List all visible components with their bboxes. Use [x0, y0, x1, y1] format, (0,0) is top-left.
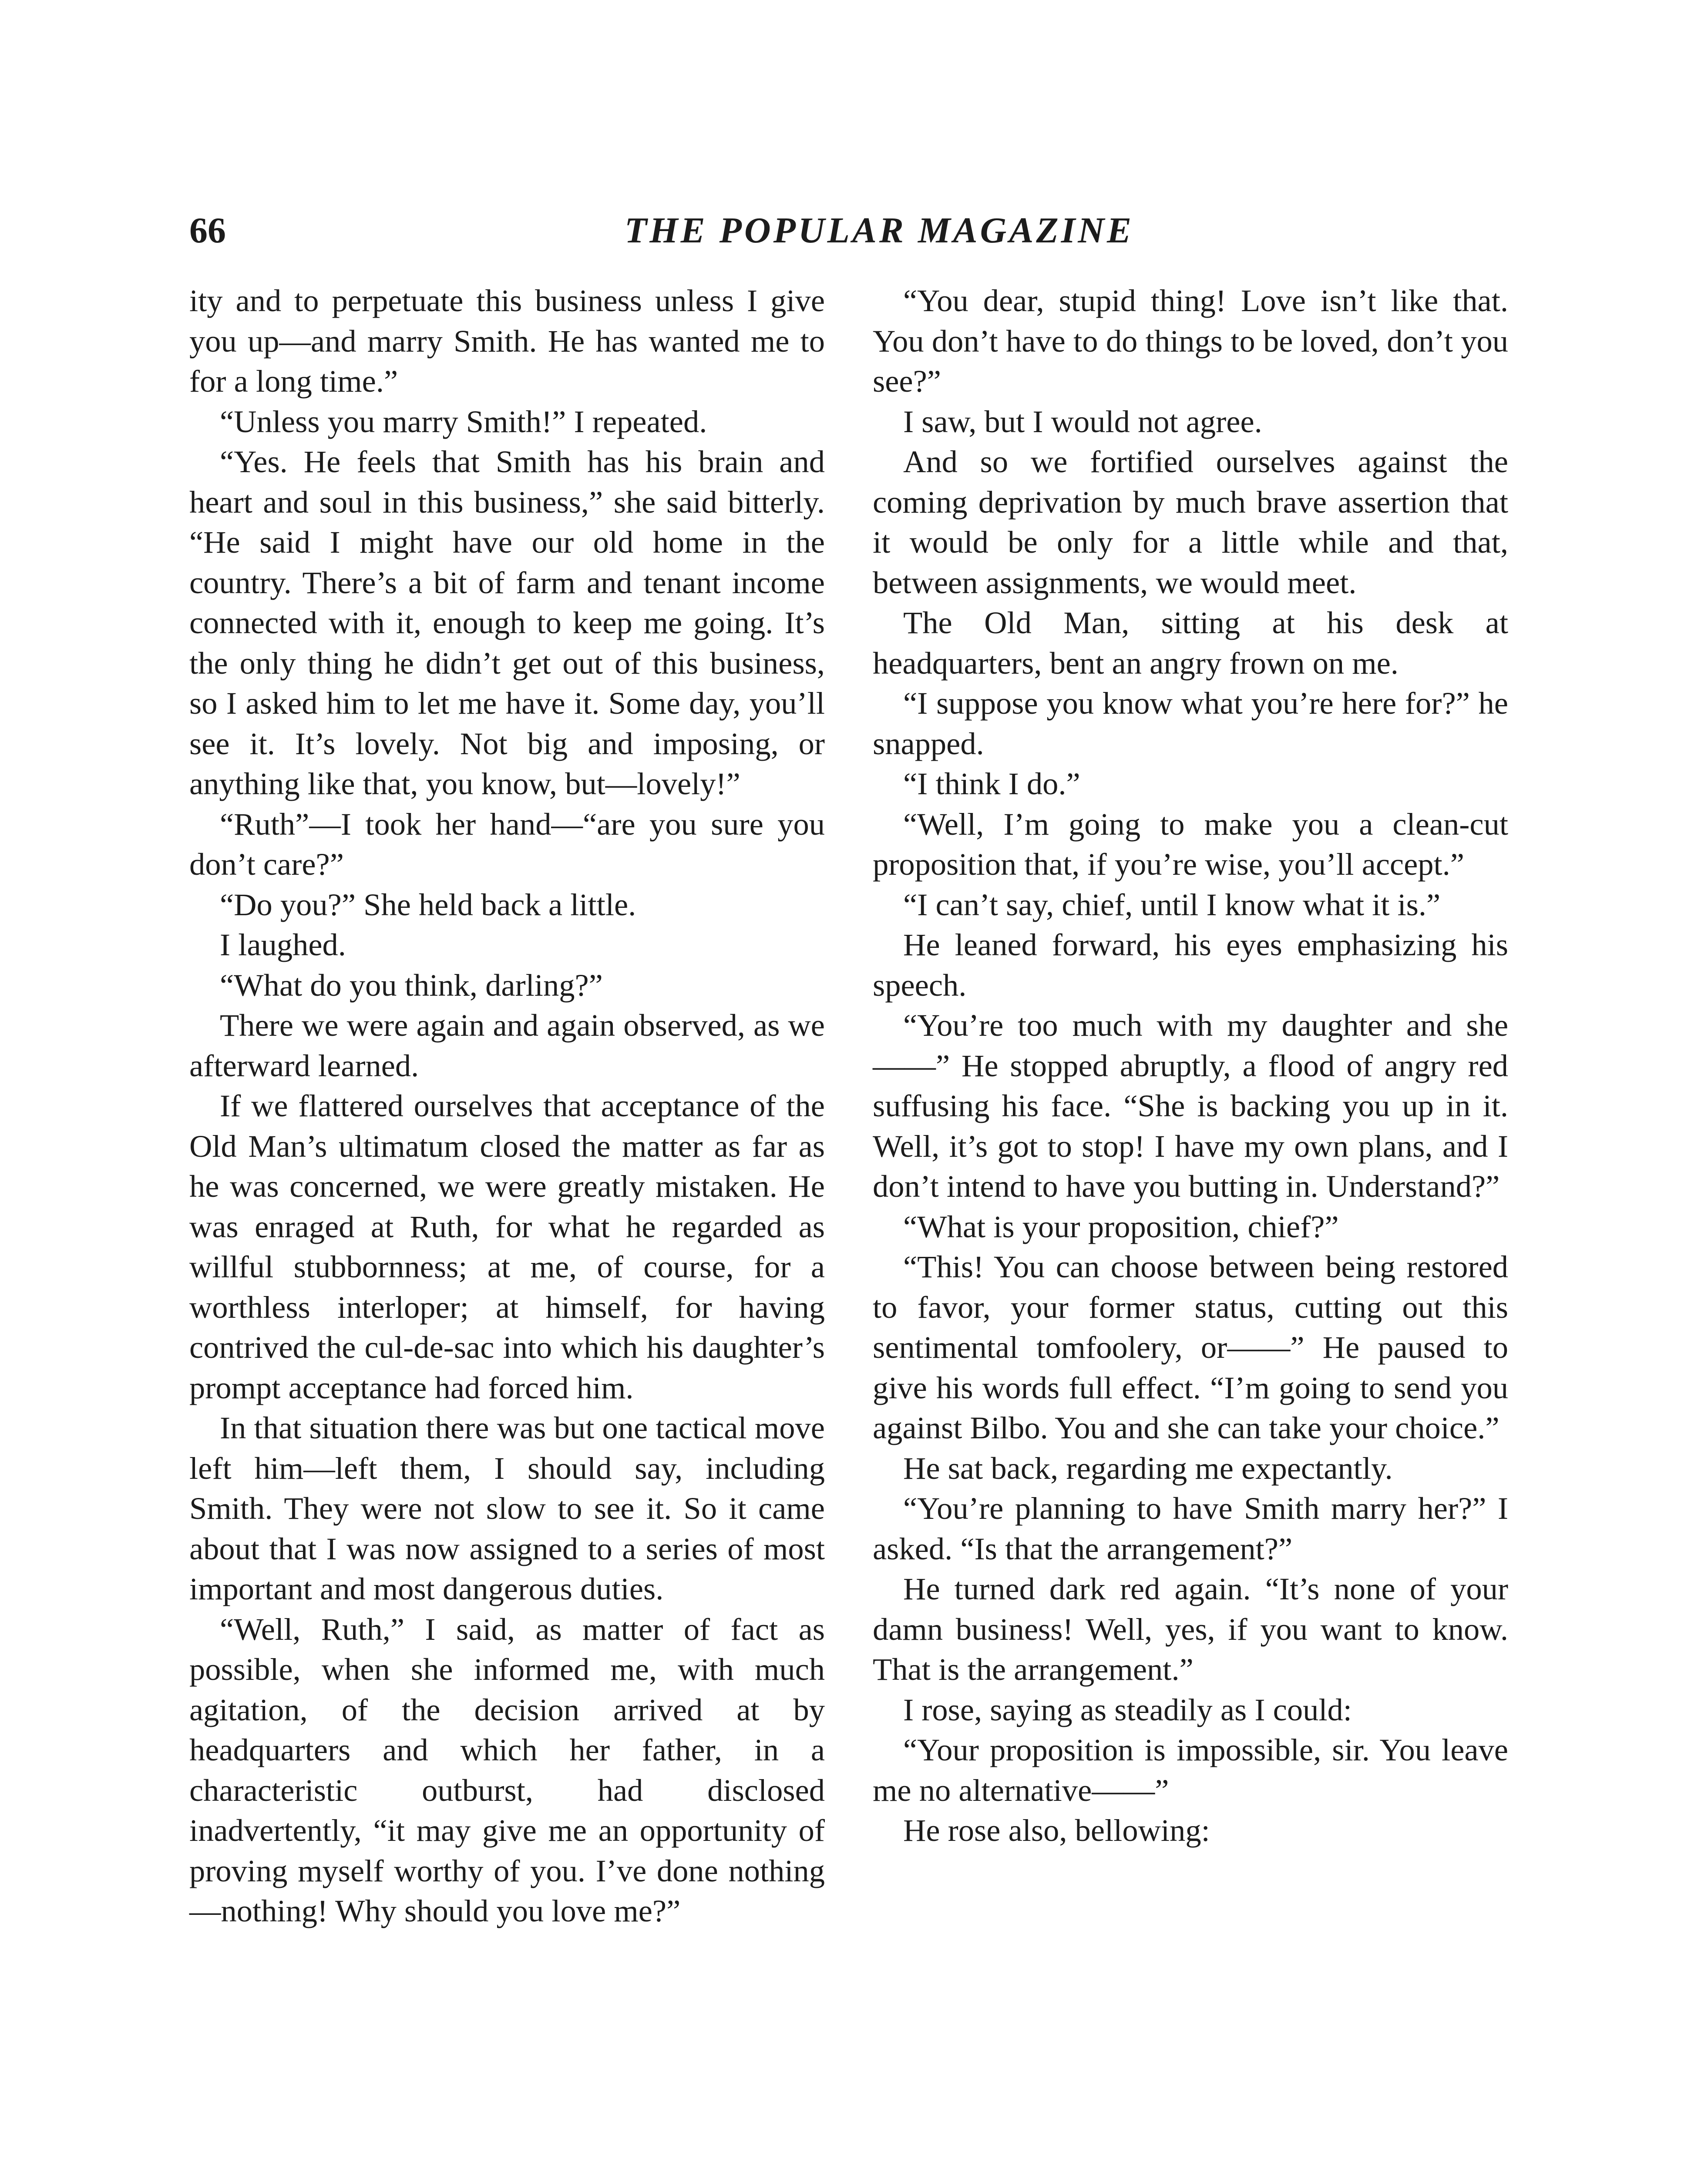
paragraph: In that situation there was but one tactical move left him—left them, I should say, including Smith. They were not slow to see it. So it came about that I was now assigned to a series of most important and most dangerous duties. — [189, 1410, 825, 1606]
paragraph: “Well, Ruth,” I said, as matter of fact as possible, when she informed me, with much agitation, of the decision arrived at by headquarters and which her father, in a characteristic outburst, had disclosed inadvertently, “it may give me an opportunity of proving myself worthy of you. I’ve done nothing —nothing! Why should you love me?” — [189, 1611, 825, 1928]
paragraph: “Yes. He feels that Smith has his brain and heart and soul in this business,” she said bitterly. “He said I might have our old home in the country. There’s a bit of farm and tenant income connected with it, enough to keep me going. It’s the only thing he didn’t get out of this business, so I asked him to let me have it. Some day, you’ll see it. It’s lovely. Not big and imposing, or anything like that, you know, but—lovely!” — [189, 444, 825, 801]
paragraph: He rose also, bellowing: — [903, 1813, 1210, 1848]
paragraph: “Ruth”—I took her hand—“are you sure you don’t care?” — [189, 806, 825, 882]
page-number: 66 — [189, 210, 226, 251]
paragraph: He turned dark red again. “It’s none of your damn business! Well, yes, if you want to know. That is the arrangement.” — [873, 1571, 1508, 1687]
paragraph: There we were again and again observed, as we afterward learned. — [189, 1007, 825, 1083]
paragraph: He sat back, regarding me expectantly. — [903, 1450, 1393, 1486]
paragraph: “Unless you marry Smith!” I repeated. — [220, 403, 707, 439]
running-head: THE POPULAR MAGAZINE — [624, 210, 1134, 251]
paragraph: “I can’t say, chief, until I know what it is.” — [903, 887, 1441, 922]
paragraph: If we flattered ourselves that acceptance of the Old Man’s ultimatum closed the matter as far as he was concerned, we were greatly mistaken. He was enraged at Ruth, for what he regarded as willful stubbornness; at me, of course, for a worthless interloper; at himself, for having contrived the cul-de-sac into which his daughter’s prompt acceptance had forced him. — [189, 1088, 825, 1405]
paragraph: “You dear, stupid thing! Love isn’t like that. You don’t have to do things to be loved, don’t you see?” — [873, 283, 1508, 399]
paragraph: “Do you?” She held back a little. — [220, 887, 636, 922]
paragraph: “You’re too much with my daughter and she——” He stopped abruptly, a flood of angry red suffusing his face. “She is backing you up in it. Well, it’s got to stop! I have my own plans, and I don’t intend to have you butting in. Understand?” — [873, 1007, 1508, 1204]
paragraph: And so we fortified ourselves against the coming deprivation by much brave assertion that it would be only for a little while and that, between assignments, we would meet. — [873, 444, 1508, 600]
paragraph: “What do you think, darling?” — [220, 967, 603, 1003]
paragraph: I rose, saying as steadily as I could: — [903, 1692, 1352, 1727]
paragraph: “I suppose you know what you’re here for?” he snapped. — [873, 685, 1508, 761]
paragraph: “This! You can choose between being restored to favor, your former status, cutting out this sentimental tomfoolery, or——” He paused to give his words full effect. “I’m going to send you against Bilbo. You and she can take your choice.” — [873, 1249, 1508, 1445]
paragraph: “Your proposition is impossible, sir. You leave me no alternative——” — [873, 1732, 1508, 1808]
paragraph: “Well, I’m going to make you a clean-cut proposition that, if you’re wise, you’ll accept.” — [873, 806, 1508, 882]
page-header — [189, 205, 1517, 257]
paragraph: I saw, but I would not agree. — [903, 403, 1262, 439]
paragraph: I laughed. — [220, 927, 346, 962]
paragraph: “You’re planning to have Smith marry her?” I asked. “Is that the arrangement?” — [873, 1491, 1508, 1566]
paragraph: He leaned forward, his eyes emphasizing his speech. — [873, 927, 1508, 1003]
paragraph: “I think I do.” — [903, 766, 1080, 801]
paragraph: ity and to perpetuate this business unless I give you up—and marry Smith. He has wanted me to for a long time.” — [189, 283, 825, 399]
right-text-column — [873, 281, 1508, 1851]
left-text-column — [189, 281, 825, 1931]
paragraph: “What is your proposition, chief?” — [903, 1209, 1339, 1244]
paragraph: The Old Man, sitting at his desk at headquarters, bent an angry frown on me. — [873, 605, 1508, 681]
